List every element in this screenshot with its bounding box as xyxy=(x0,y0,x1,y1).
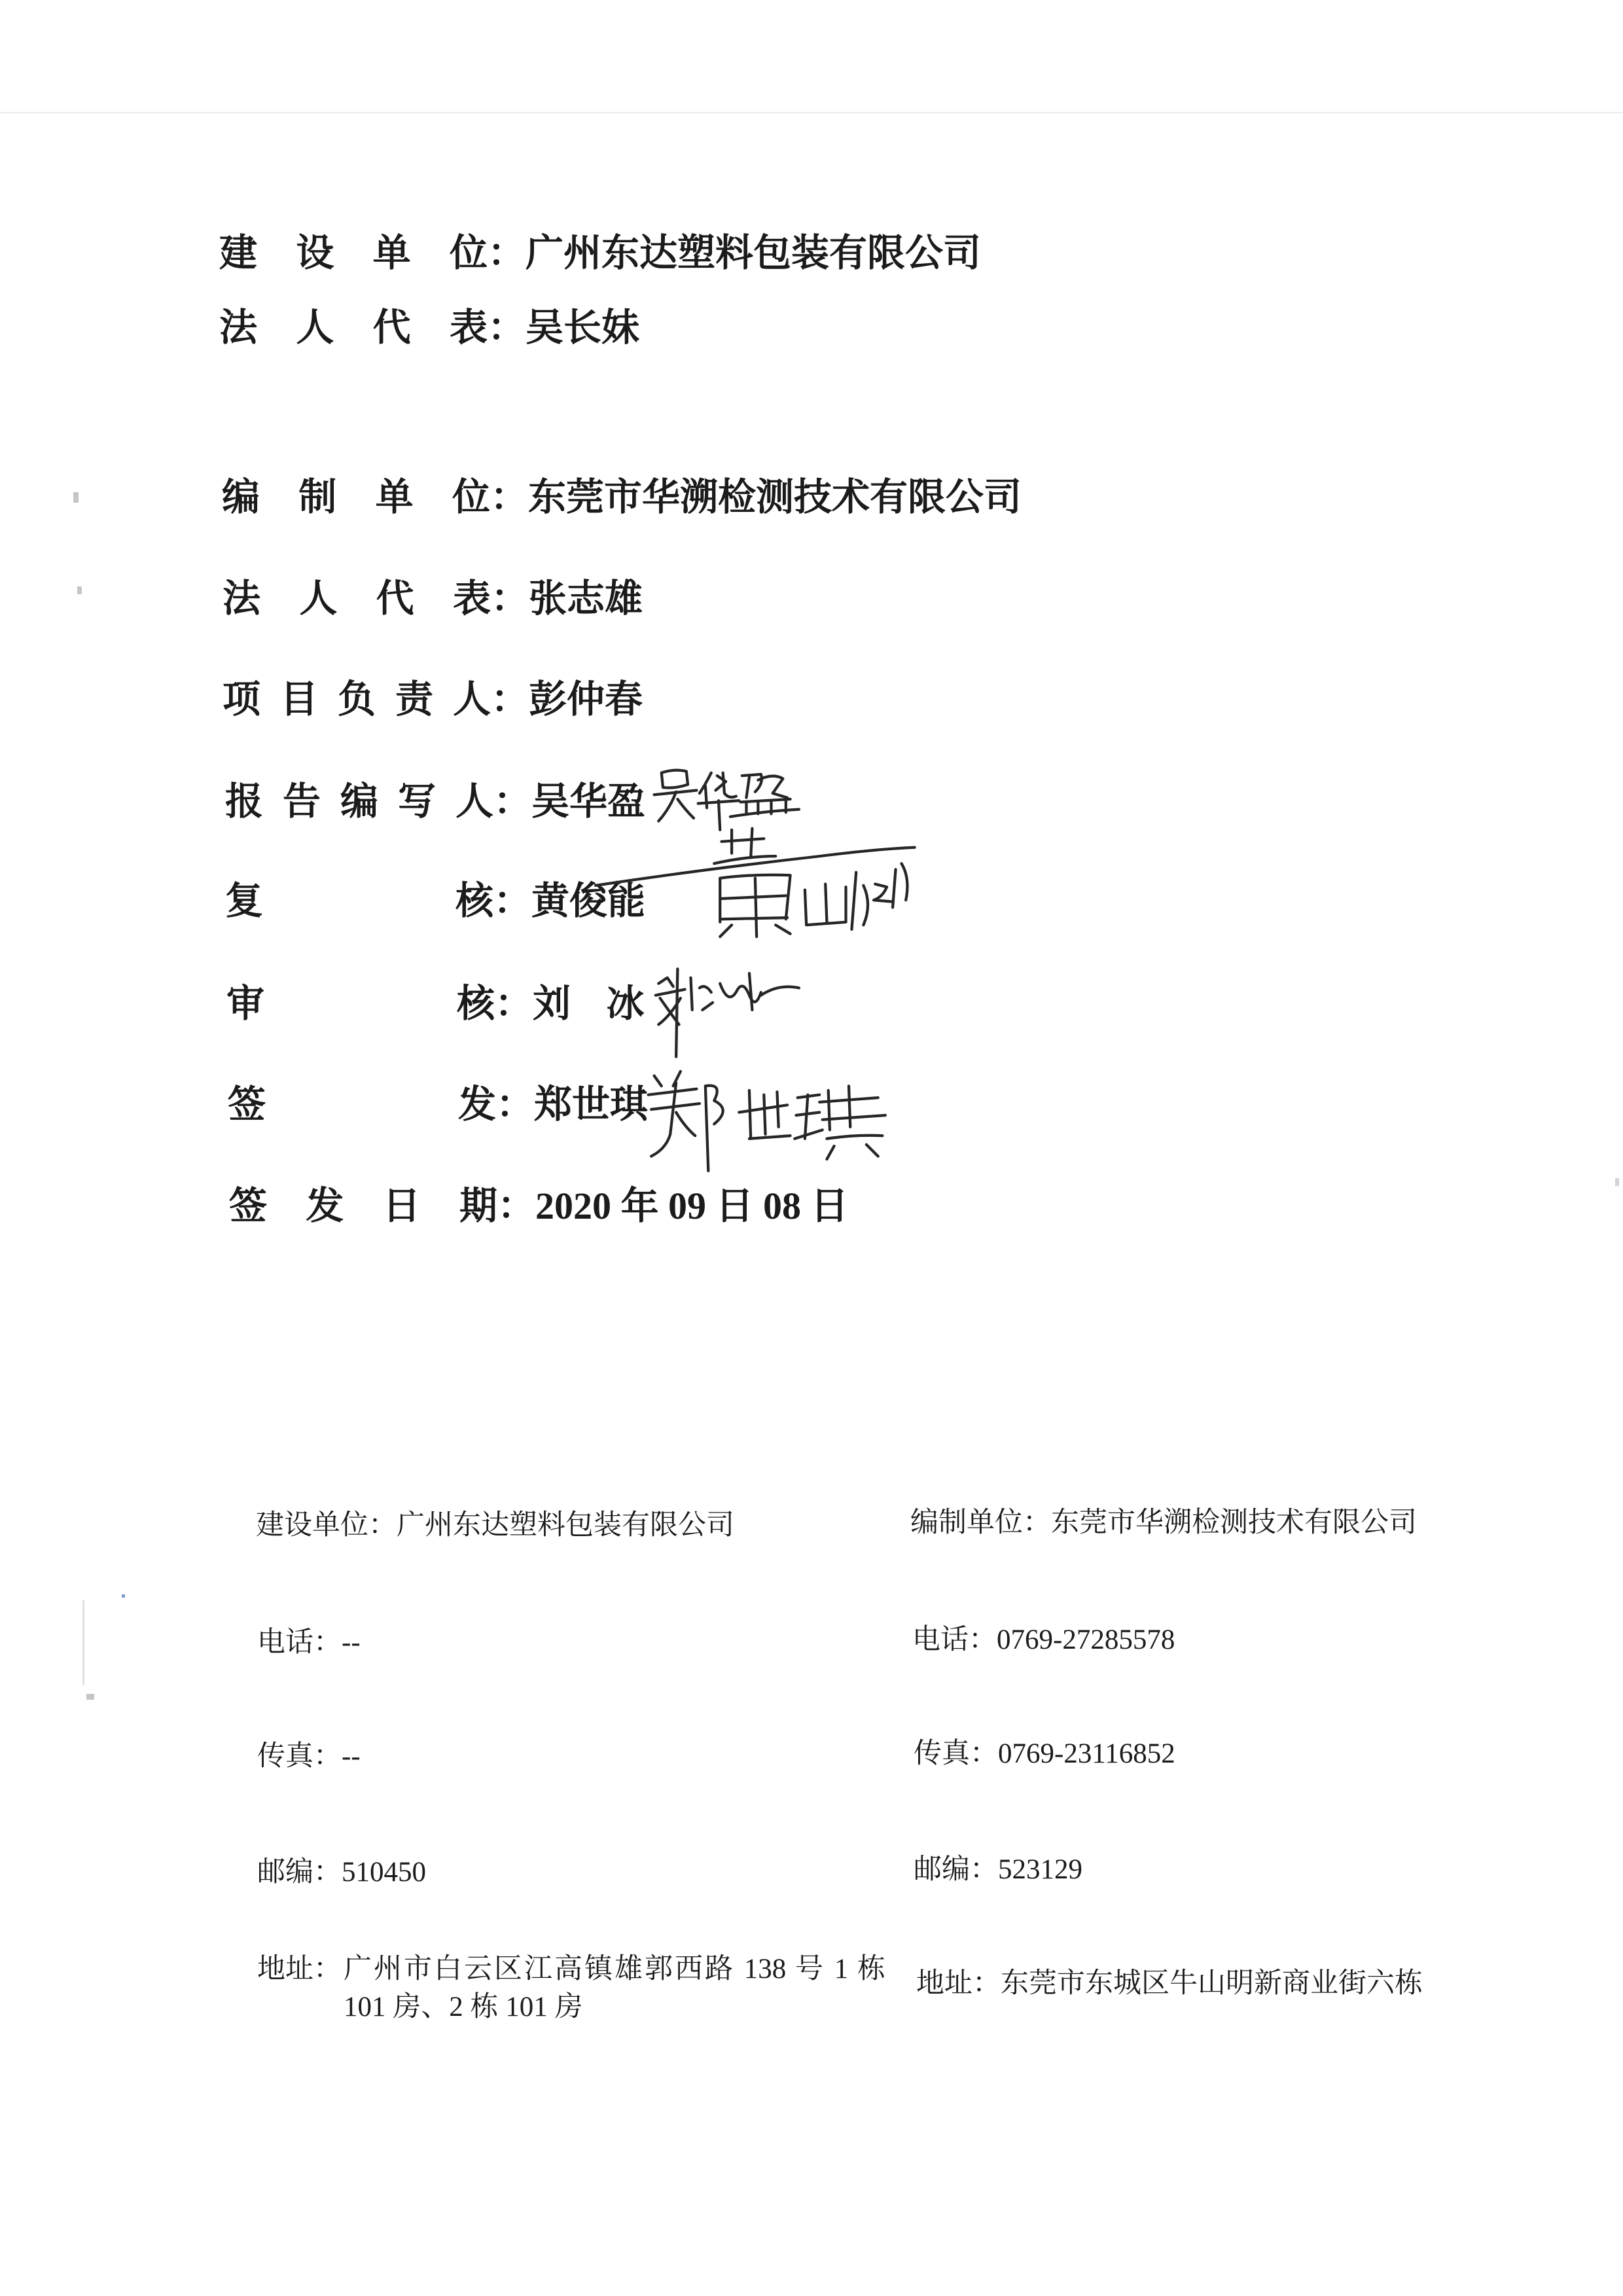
field-colon: ： xyxy=(490,476,529,518)
field-label: 签发日期 xyxy=(229,1185,497,1227)
contact-label: 电话： xyxy=(257,1627,342,1658)
client-unit-contact xyxy=(256,1511,734,1539)
consultant-address xyxy=(916,1969,1423,1998)
reviewer-field xyxy=(226,982,645,1025)
contact-label: 地址： xyxy=(916,1968,1001,1999)
field-colon: ： xyxy=(488,232,526,274)
project-lead-field xyxy=(223,678,643,721)
contact-value: 523129 xyxy=(998,1854,1082,1885)
field-label: 编制单位 xyxy=(222,476,490,518)
scan-mark xyxy=(122,1594,125,1598)
contact-label: 邮编： xyxy=(914,1854,998,1885)
field-value: 广州东达塑料包装有限公司 xyxy=(526,232,982,274)
client-unit-field xyxy=(219,234,981,272)
issuer-field xyxy=(228,1083,649,1126)
field-label: 法人代表 xyxy=(223,577,491,620)
field-label: 项目负责人 xyxy=(223,678,491,721)
field-colon: ： xyxy=(491,678,529,721)
contact-value: -- xyxy=(342,1627,361,1658)
contact-label: 地址： xyxy=(257,1954,342,1984)
contact-label: 电话： xyxy=(912,1624,997,1655)
field-value: 张志雄 xyxy=(529,577,643,620)
field-value: 吴长妹 xyxy=(526,306,640,349)
field-label: 建设单位 xyxy=(219,232,488,274)
field-value: 刘 冰 xyxy=(533,982,645,1025)
address-line: 101 房、2 栋 101 房 xyxy=(344,1992,583,2022)
scan-mark xyxy=(73,492,79,503)
field-value: 吴华盈 xyxy=(531,780,646,823)
consultant-phone xyxy=(912,1626,1175,1654)
consultant-postcode xyxy=(914,1856,1082,1884)
field-value: 东莞市华溯检测技术有限公司 xyxy=(528,476,1022,518)
issue-date-field xyxy=(229,1187,849,1225)
field-value: 郑世琪 xyxy=(534,1083,649,1126)
field-value: 2020 年 09 日 08 日 xyxy=(535,1185,849,1227)
field-label: 审核 xyxy=(226,982,495,1025)
contact-label: 传真： xyxy=(257,1741,342,1772)
field-colon: ： xyxy=(495,982,533,1025)
consultant-unit-field xyxy=(222,478,1022,516)
contact-label: 编制单位： xyxy=(910,1507,1051,1538)
signature-issuer xyxy=(649,1071,885,1171)
scan-edge-line xyxy=(0,112,1623,113)
consultant-unit-contact xyxy=(910,1509,1417,1537)
field-label: 报告编写人 xyxy=(225,780,493,823)
field-value: 彭仲春 xyxy=(529,678,643,721)
contact-value: 0769-27285578 xyxy=(997,1624,1175,1655)
client-address-value xyxy=(344,1955,885,2021)
field-colon: ： xyxy=(497,1185,536,1227)
client-fax xyxy=(257,1742,361,1770)
contact-value: 东莞市华溯检测技术有限公司 xyxy=(1051,1507,1417,1538)
field-colon: ： xyxy=(493,880,532,922)
consultant-legal-rep-field xyxy=(223,577,643,620)
contact-label: 邮编： xyxy=(257,1857,342,1888)
client-phone xyxy=(257,1628,361,1657)
field-colon: ： xyxy=(493,780,532,823)
scan-mark xyxy=(1615,1178,1619,1186)
scan-mark xyxy=(82,1600,84,1685)
field-colon: ： xyxy=(491,577,529,620)
consultant-fax xyxy=(914,1740,1175,1768)
report-author-field xyxy=(225,780,646,823)
client-legal-rep-field xyxy=(219,306,640,349)
address-line: 广州市白云区江高镇雄郭西路 138 号 1 栋 xyxy=(344,1954,885,1984)
contact-value: 广州东达塑料包装有限公司 xyxy=(397,1510,734,1541)
field-label: 法人代表 xyxy=(219,306,488,349)
signature-report-author xyxy=(654,770,799,830)
contact-value: 0769-23116852 xyxy=(998,1738,1175,1769)
contact-label: 传真： xyxy=(914,1738,998,1769)
field-colon: ： xyxy=(488,306,526,349)
contact-value: -- xyxy=(342,1741,361,1772)
field-label: 复核 xyxy=(225,880,493,922)
checker-field xyxy=(225,882,645,920)
client-address xyxy=(257,1955,885,2021)
contact-label: 建设单位： xyxy=(256,1510,397,1541)
scan-mark xyxy=(86,1694,94,1700)
signature-reviewer xyxy=(656,969,799,1056)
contact-value: 东莞市东城区牛山明新商业街六栋 xyxy=(1001,1968,1423,1999)
field-value: 黄俊能 xyxy=(531,880,646,922)
field-label: 签发 xyxy=(228,1083,496,1126)
contact-value: 510450 xyxy=(342,1857,426,1888)
client-postcode xyxy=(257,1858,426,1886)
scan-mark xyxy=(77,586,82,594)
field-colon: ： xyxy=(496,1083,535,1126)
